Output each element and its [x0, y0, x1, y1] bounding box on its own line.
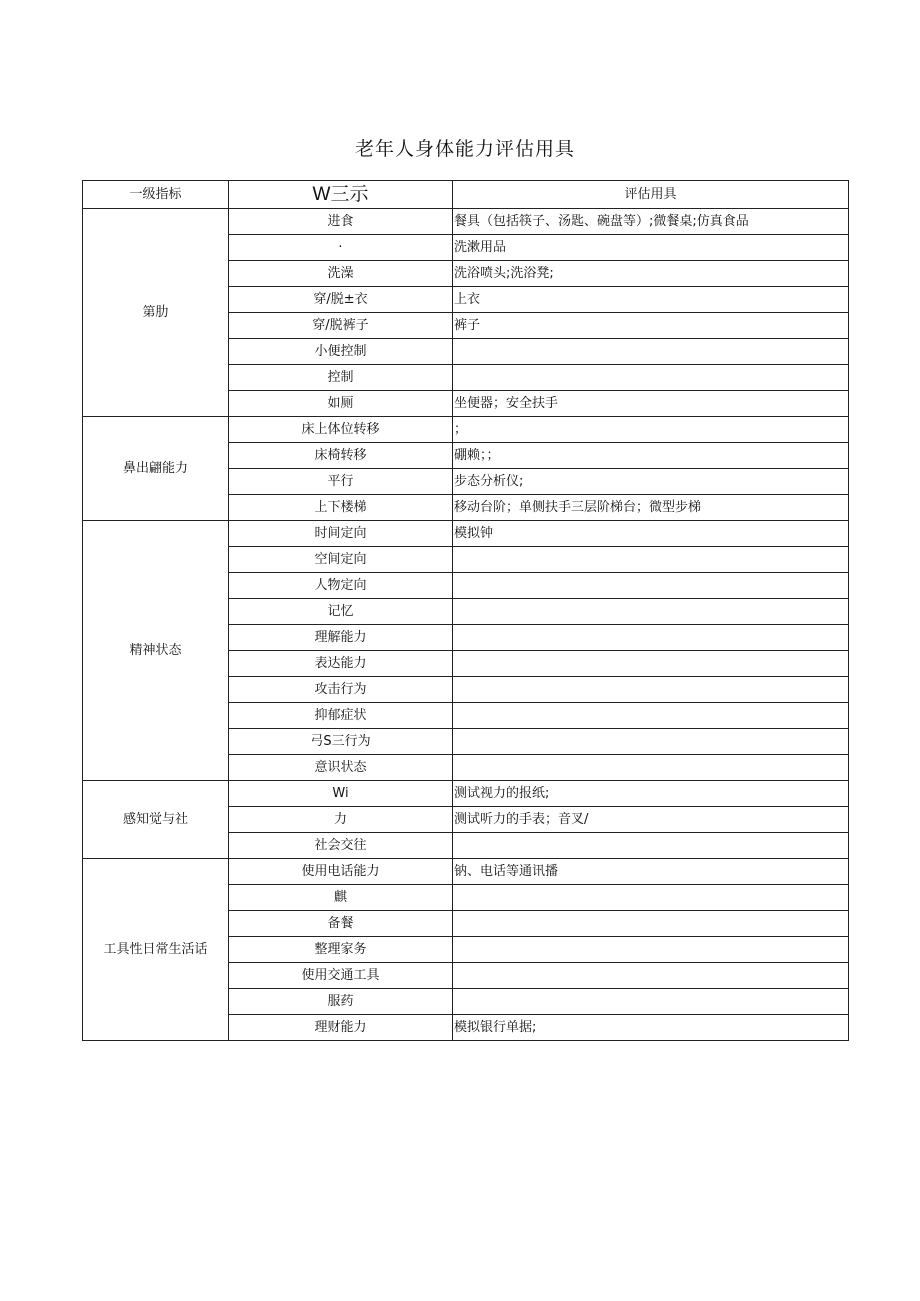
tool-cell [453, 963, 849, 989]
item-cell: 床椅转移 [229, 443, 453, 469]
item-cell: 备餐 [229, 911, 453, 937]
tool-cell: 钠、电话等通讯播 [453, 859, 849, 885]
page-title: 老年人身体能力评估用具 [354, 138, 575, 160]
tool-cell [453, 547, 849, 573]
tool-cell [453, 703, 849, 729]
tool-cell: 硼赖；； [453, 443, 849, 469]
table-row [83, 209, 849, 235]
header-level1-indicator: 一级指标 [83, 181, 229, 209]
item-cell: 意识状态 [229, 755, 453, 781]
tool-cell [453, 651, 849, 677]
item-cell: 使用交通工具 [229, 963, 453, 989]
tool-cell [453, 911, 849, 937]
table-row [83, 417, 849, 443]
item-cell: 穿/脱裤子 [229, 313, 453, 339]
tool-cell [453, 989, 849, 1015]
item-cell: 攻击行为 [229, 677, 453, 703]
tool-cell [453, 729, 849, 755]
item-cell: 洗澡 [229, 261, 453, 287]
item-cell: 服药 [229, 989, 453, 1015]
tool-cell: 测试视力的报纸; [453, 781, 849, 807]
item-cell: 使用电话能力 [229, 859, 453, 885]
group-indicator-cell: 感知觉与社 [83, 781, 229, 859]
item-cell: 理解能力 [229, 625, 453, 651]
tool-cell: 上衣 [453, 287, 849, 313]
group-indicator-cell: 精神状态 [83, 521, 229, 781]
item-cell: 社会交往 [229, 833, 453, 859]
tool-cell [453, 755, 849, 781]
item-cell: 上下楼梯 [229, 495, 453, 521]
tool-cell: 裤子 [453, 313, 849, 339]
item-cell: 平行 [229, 469, 453, 495]
item-cell: 空间定向 [229, 547, 453, 573]
tool-cell [453, 625, 849, 651]
item-cell: 进食 [229, 209, 453, 235]
tool-cell [453, 677, 849, 703]
item-cell: 床上体位转移 [229, 417, 453, 443]
tool-cell [453, 599, 849, 625]
tool-cell: 洗浴喷头;洗浴凳; [453, 261, 849, 287]
table-row [83, 781, 849, 807]
assessment-table [82, 180, 849, 1041]
tool-cell [453, 833, 849, 859]
header-assessment-tools: 评估用具 [453, 181, 849, 209]
item-cell: 力 [229, 807, 453, 833]
table-row [83, 859, 849, 885]
tool-cell [453, 937, 849, 963]
group-indicator-cell: 第肋 [83, 209, 229, 417]
tool-cell: 洗漱用品 [453, 235, 849, 261]
item-cell: 控制 [229, 365, 453, 391]
item-cell: 记忆 [229, 599, 453, 625]
tool-cell: 餐具（包括筷子、汤匙、碗盘等）;微餐桌;仿真食品 [453, 209, 849, 235]
item-cell: 弓S三行为 [229, 729, 453, 755]
tool-cell: 模拟银行单据; [453, 1015, 849, 1041]
group-indicator-cell: 鼻出翩能力 [83, 417, 229, 521]
tool-cell [453, 339, 849, 365]
item-cell: 时间定向 [229, 521, 453, 547]
tool-cell [453, 573, 849, 599]
item-cell: 麒 [229, 885, 453, 911]
item-cell: 人物定向 [229, 573, 453, 599]
table-row [83, 521, 849, 547]
item-cell: 抑郁症状 [229, 703, 453, 729]
item-cell: 表达能力 [229, 651, 453, 677]
item-cell: 整理家务 [229, 937, 453, 963]
item-cell: 穿/脱±衣 [229, 287, 453, 313]
item-cell: Wi [229, 781, 453, 807]
tool-cell: 移动台阶；单侧扶手三层阶梯台；微型步梯 [453, 495, 849, 521]
tool-cell: 测试听力的手表；音叉/ [453, 807, 849, 833]
item-cell: 理财能力 [229, 1015, 453, 1041]
tool-cell: ； [453, 417, 849, 443]
header-level2-indicator: W三示 [229, 181, 453, 209]
table-header-row [83, 181, 849, 209]
tool-cell [453, 365, 849, 391]
tool-cell: 坐便器；安全扶手 [453, 391, 849, 417]
item-cell: 小便控制 [229, 339, 453, 365]
group-indicator-cell: 工具性日常生活话 [83, 859, 229, 1041]
item-cell: · [229, 235, 453, 261]
tool-cell: 步态分析仪; [453, 469, 849, 495]
tool-cell: 模拟钟 [453, 521, 849, 547]
tool-cell [453, 885, 849, 911]
table-body [83, 181, 849, 1041]
item-cell: 如厕 [229, 391, 453, 417]
